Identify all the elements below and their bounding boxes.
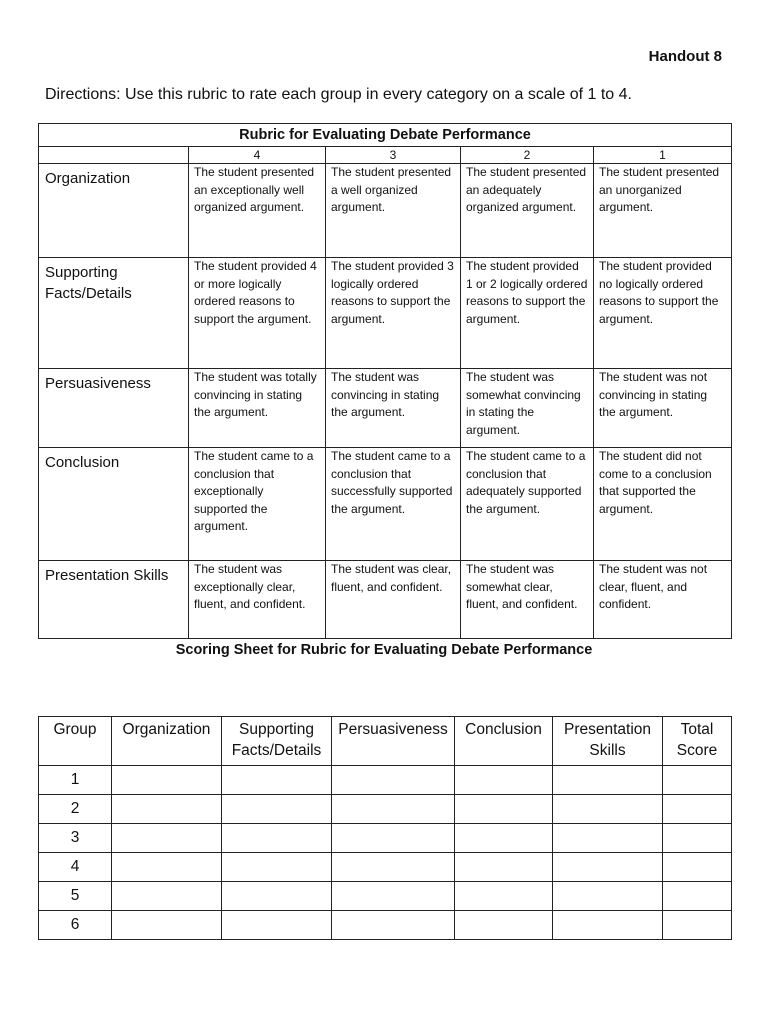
score-cell[interactable] [455,766,553,795]
score-cell[interactable] [112,882,222,911]
rubric-cell: The student came to a conclusion that adequately supported the argument. [461,448,594,561]
score-cell[interactable] [455,853,553,882]
rubric-cell: The student was clear, fluent, and confident. [326,561,461,639]
score-cell[interactable] [222,882,332,911]
rubric-cell: The student provided no logically ordered reasons to support the argument. [594,258,732,369]
score-cell[interactable] [112,824,222,853]
scoring-header: Group [39,717,112,766]
score-cell[interactable] [455,882,553,911]
rubric-cell: The student presented an exceptionally well organized argument. [189,164,326,258]
score-cell[interactable] [112,766,222,795]
total-score-cell[interactable] [663,824,732,853]
score-cell[interactable] [222,795,332,824]
score-cell[interactable] [553,795,663,824]
score-cell[interactable] [553,911,663,940]
rubric-cell: The student provided 1 or 2 logically ordered reasons to support the argument. [461,258,594,369]
score-cell[interactable] [332,853,455,882]
table-row [39,882,732,911]
score-cell[interactable] [332,824,455,853]
rubric-cell: The student was totally convincing in stating the argument. [189,369,326,448]
rubric-cell: The student was not convincing in stating the argument. [594,369,732,448]
total-score-cell[interactable] [663,795,732,824]
table-row [39,853,732,882]
total-score-cell[interactable] [663,853,732,882]
scoring-header: Supporting Facts/Details [222,717,332,766]
rubric-table [38,123,732,639]
total-score-cell[interactable] [663,882,732,911]
scoring-sheet-title: Scoring Sheet for Rubric for Evaluating Debate Performance [175,642,593,658]
rubric-cell: The student provided 3 logically ordered reasons to support the argument. [326,258,461,369]
score-cell[interactable] [332,911,455,940]
rubric-cell: The student presented an unorganized argument. [594,164,732,258]
rubric-row-conclusion [39,448,732,561]
handout-label: Handout 8 [648,48,722,65]
rubric-category: Supporting Facts/Details [39,258,189,369]
rubric-cell: The student was convincing in stating the argument. [326,369,461,448]
group-number: 4 [39,853,112,882]
table-row [39,911,732,940]
rubric-cell: The student presented an adequately organized argument. [461,164,594,258]
scoring-header: Total Score [663,717,732,766]
rubric-score-header: 1 [594,147,732,164]
scoring-header: Organization [112,717,222,766]
score-cell[interactable] [553,824,663,853]
score-cell[interactable] [222,853,332,882]
score-cell[interactable] [112,911,222,940]
table-row [39,824,732,853]
rubric-blank-header [39,147,189,164]
rubric-category: Persuasiveness [39,369,189,448]
rubric-cell: The student was somewhat convincing in stating the argument. [461,369,594,448]
rubric-row-persuasiveness [39,369,732,448]
directions-text: Directions: Use this rubric to rate each group in every category on a scale of 1 to 4. [45,86,632,103]
rubric-cell: The student did not come to a conclusion that supported the argument. [594,448,732,561]
scoring-header: Presentation Skills [553,717,663,766]
rubric-cell: The student was somewhat clear, fluent, and confident. [461,561,594,639]
rubric-category: Presentation Skills [39,561,189,639]
rubric-cell: The student presented a well organized argument. [326,164,461,258]
rubric-row-organization [39,164,732,258]
group-number: 5 [39,882,112,911]
group-number: 2 [39,795,112,824]
score-cell[interactable] [553,766,663,795]
score-cell[interactable] [222,911,332,940]
scoring-header: Conclusion [455,717,553,766]
rubric-cell: The student was exceptionally clear, fluent, and confident. [189,561,326,639]
rubric-row-presentation [39,561,732,639]
score-cell[interactable] [332,795,455,824]
rubric-score-header: 3 [326,147,461,164]
rubric-category: Organization [39,164,189,258]
total-score-cell[interactable] [663,766,732,795]
scoring-table [38,716,732,940]
table-row [39,795,732,824]
rubric-cell: The student came to a conclusion that exceptionally supported the argument. [189,448,326,561]
table-row [39,766,732,795]
score-cell[interactable] [455,795,553,824]
rubric-cell: The student provided 4 or more logically ordered reasons to support the argument. [189,258,326,369]
score-cell[interactable] [112,795,222,824]
rubric-title: Rubric for Evaluating Debate Performance [39,124,732,147]
rubric-score-header: 4 [189,147,326,164]
rubric-cell: The student was not clear, fluent, and confident. [594,561,732,639]
group-number: 1 [39,766,112,795]
score-cell[interactable] [112,853,222,882]
score-cell[interactable] [332,766,455,795]
scoring-header: Persuasiveness [332,717,455,766]
rubric-cell: The student came to a conclusion that successfully supported the argument. [326,448,461,561]
score-cell[interactable] [222,824,332,853]
score-cell[interactable] [332,882,455,911]
rubric-category: Conclusion [39,448,189,561]
rubric-score-header: 2 [461,147,594,164]
group-number: 6 [39,911,112,940]
rubric-row-supporting [39,258,732,369]
score-cell[interactable] [222,766,332,795]
score-cell[interactable] [553,853,663,882]
score-cell[interactable] [455,911,553,940]
total-score-cell[interactable] [663,911,732,940]
group-number: 3 [39,824,112,853]
score-cell[interactable] [553,882,663,911]
score-cell[interactable] [455,824,553,853]
